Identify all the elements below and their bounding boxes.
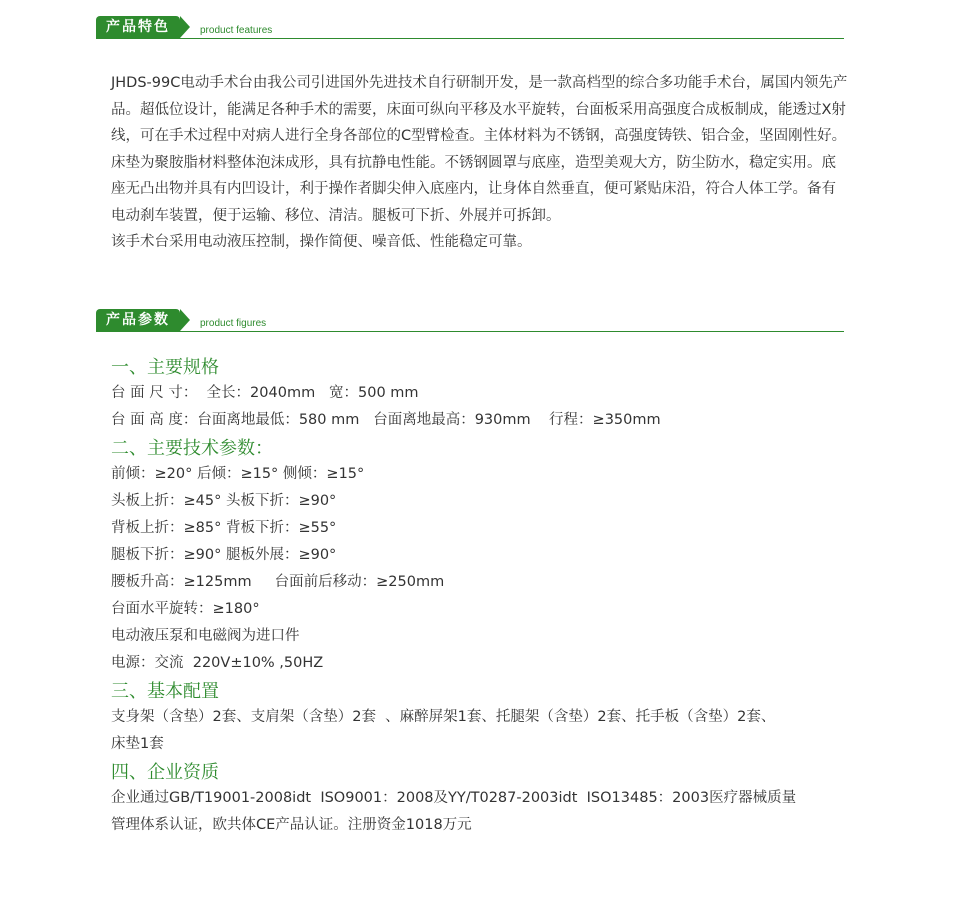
spec-heading: 一、主要规格 xyxy=(111,357,219,378)
figures-header-subtitle: product figures xyxy=(200,318,267,329)
config-line: 支身架（含垫）2套、支肩架（含垫）2套 、麻醉屏架1套、托腿架（含垫）2套、托手板（含垫）2套、 xyxy=(111,709,776,725)
features-paragraph: 该手术台采用电动液压控制，操作简便、噪音低、性能稳定可靠。 xyxy=(111,234,532,250)
tech-line: 电源：交流 220V±10% ,50HZ xyxy=(111,655,324,671)
tech-heading: 二、主要技术参数： xyxy=(111,438,273,459)
features-description xyxy=(111,70,849,256)
figures-section-header xyxy=(96,309,844,333)
tech-line: 头板上折：≥45° 头板下折：≥90° xyxy=(111,493,337,509)
features-paragraph: JHDS-99C电动手术台由我公司引进国外先进技术自行研制开发，是一款高档型的综合多功能手术台，属国内领先产品。超低位设计，能满足各种手术的需要，床面可纵向平移及水平旋转，台面板采用高强度合成板制成，能透过X射线，可在手术过程中对病人进行全身各部位的C型臂检查。主体材料为不锈钢，高强度铸铁、铝合金，坚固刚性好。床垫为聚胺脂材料整体泡沫成形，具有抗静电性能。不锈钢圆罩与底座，造型美观大方，防尘防水，稳定实用。底座无凸出物并具有内凹设计，利于操作者脚尖伸入底座内，让身体自然垂直，便可紧贴床沿，符合人体工学。备有电动刹车装置，便于运输、移位、清洁。腿板可下折、外展并可拆卸。 xyxy=(111,75,848,224)
figures-header-title: 产品参数 xyxy=(96,309,180,331)
features-header-rule xyxy=(96,38,844,39)
config-heading: 三、基本配置 xyxy=(111,681,219,702)
figures-header-rule xyxy=(96,331,844,332)
qualification-heading: 四、企业资质 xyxy=(111,762,219,783)
tech-line: 电动液压泵和电磁阀为进口件 xyxy=(111,628,300,644)
tech-line: 腿板下折：≥90° 腿板外展：≥90° xyxy=(111,547,337,563)
features-header-subtitle: product features xyxy=(200,25,273,36)
spec-line: 台 面 高 度：台面离地最低：580 mm 台面离地最高：930mm 行程：≥350mm xyxy=(111,412,661,428)
tech-line: 腰板升高：≥125mm 台面前后移动：≥250mm xyxy=(111,574,445,590)
qualification-line: 企业通过GB/T19001-2008idt ISO9001：2008及YY/T0287-2003idt ISO13485：2003医疗器械质量 xyxy=(111,790,797,806)
qualification-line: 管理体系认证，欧共体CE产品认证。注册资金1018万元 xyxy=(111,817,472,833)
tech-line: 台面水平旋转：≥180° xyxy=(111,601,260,617)
spec-line: 台 面 尺 寸： 全长：2040mm 宽：500 mm xyxy=(111,385,419,401)
features-header-title: 产品特色 xyxy=(96,16,180,38)
config-line: 床垫1套 xyxy=(111,736,164,752)
features-section-header xyxy=(96,16,844,40)
tech-line: 背板上折：≥85° 背板下折：≥55° xyxy=(111,520,337,536)
tech-line: 前倾：≥20° 后倾：≥15° 侧倾：≥15° xyxy=(111,466,365,482)
